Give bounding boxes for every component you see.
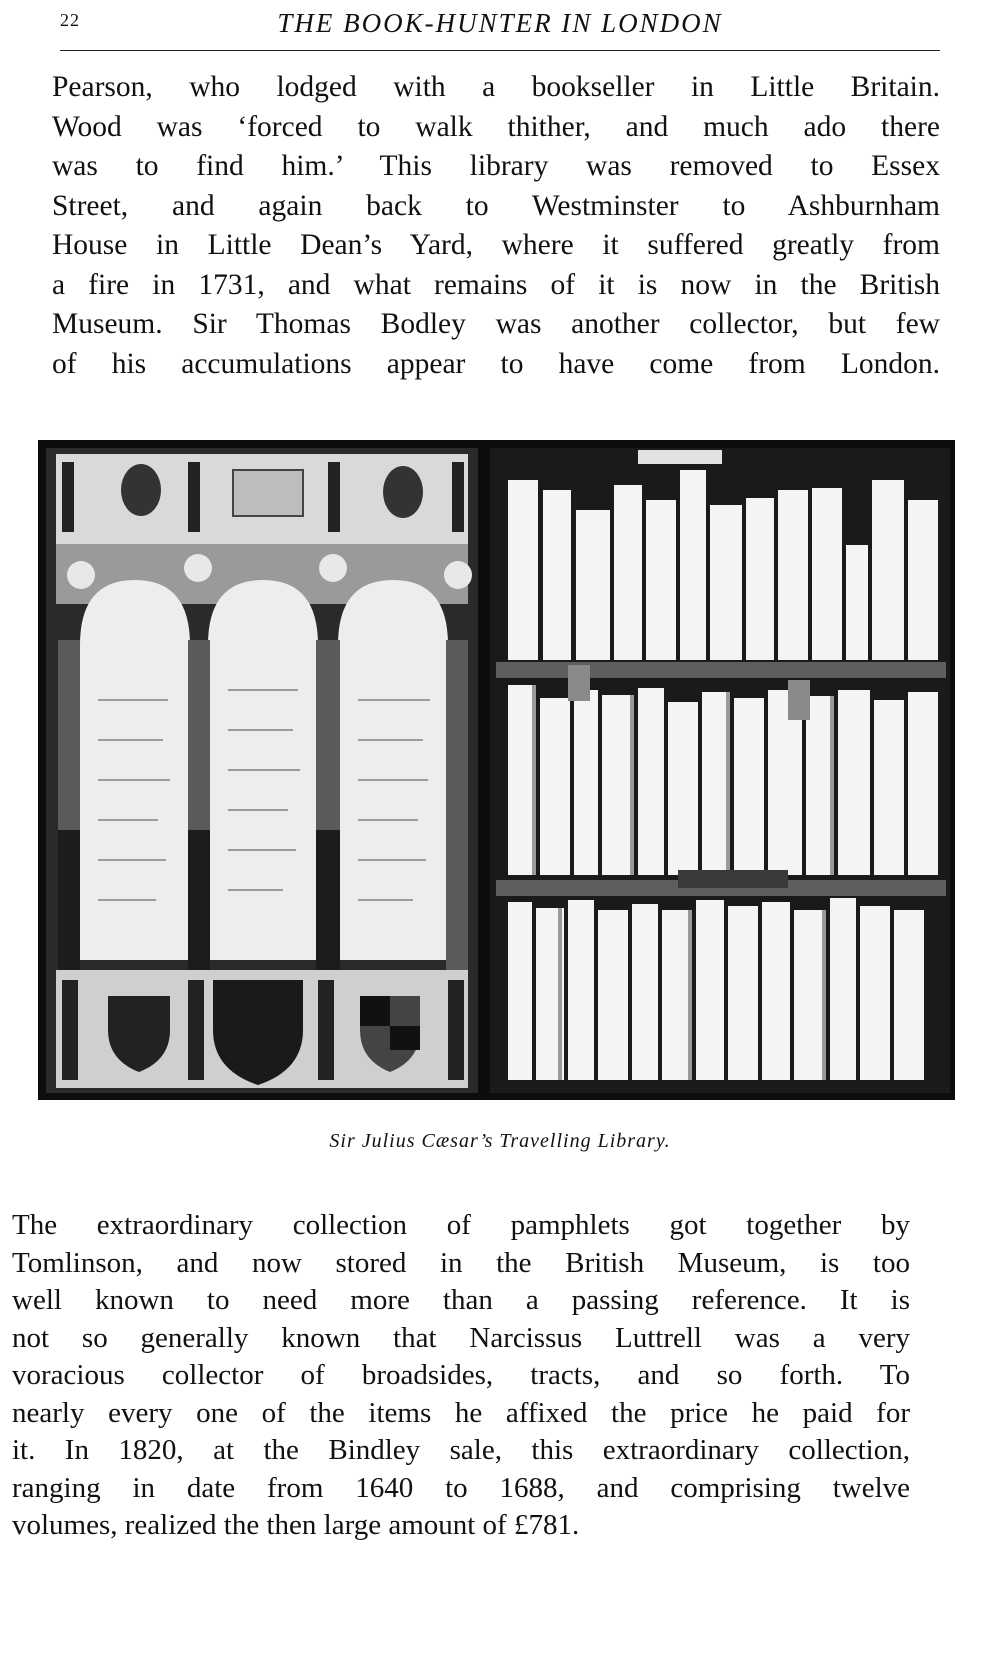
text-line: was to find him.’ This library was removed to Essex: [52, 150, 940, 182]
photograph-illustration: [38, 440, 955, 1100]
text-line: The extraordinary collection of pamphlets got together by: [12, 1209, 910, 1241]
text-line: voracious collector of broadsides, tracts, and so forth. To: [12, 1359, 910, 1391]
painted-case-lid: [46, 448, 478, 1093]
text-line: Museum. Sir Thomas Bodley was another collector, but few: [52, 308, 940, 340]
text-line: ranging in date from 1640 to 1688, and comprising twelve: [12, 1471, 910, 1504]
text-line: volumes, realized the then large amount of £781.: [12, 1509, 580, 1541]
figure-caption: Sir Julius Cæsar’s Travelling Library.: [329, 1130, 671, 1152]
running-head: [60, 8, 940, 48]
text-line: it. In 1820, at the Bindley sale, this extraordinary collection,: [12, 1434, 910, 1466]
text-line: House in Little Dean’s Yard, where it suffered greatly from: [52, 229, 940, 261]
text-line: nearly every one of the items he affixed the price he paid for: [12, 1396, 910, 1429]
text-line: well known to need more than a passing reference. It is: [12, 1284, 910, 1316]
running-title: THE BOOK-HUNTER IN LONDON: [277, 8, 723, 38]
text-line: Wood was ‘forced to walk thither, and much ado there: [52, 110, 940, 143]
text-line: Tomlinson, and now stored in the British Museum, is too: [12, 1246, 910, 1279]
travelling-library-photograph: [38, 440, 955, 1100]
text-line: of his accumulations appear to have come from London.: [52, 347, 940, 380]
paragraph-2: [12, 1207, 910, 1545]
bookshelf-case: [490, 448, 950, 1093]
text-line: Street, and again back to Westminster to Ashburnham: [52, 189, 940, 222]
header-rule: [60, 50, 940, 51]
text-line: a fire in 1731, and what remains of it is now in the British: [52, 268, 940, 301]
text-line: not so generally known that Narcissus Luttrell was a very: [12, 1321, 910, 1354]
page-number: 22: [60, 10, 80, 30]
text-line: Pearson, who lodged with a bookseller in Little Britain.: [52, 71, 940, 103]
paragraph-1: [52, 68, 940, 384]
